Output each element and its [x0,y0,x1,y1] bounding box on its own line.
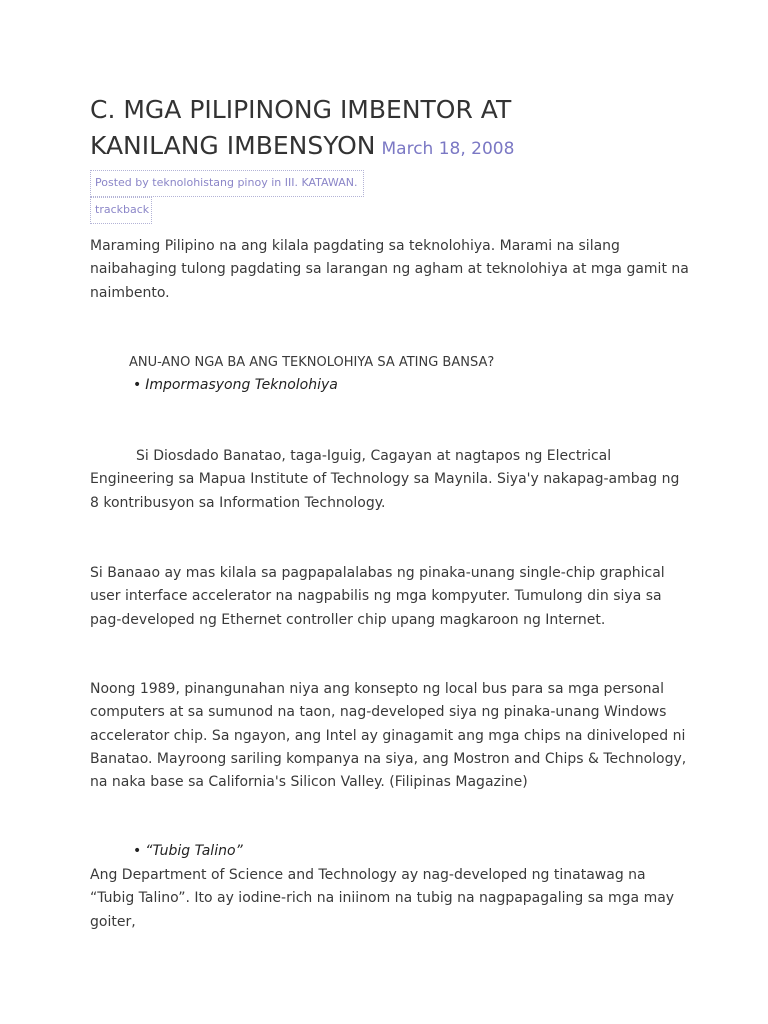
bullet-label: Impormasyong Teknolohiya [145,377,338,393]
paragraph: Ang Department of Science and Technology ay nag-developed ng tinatawag na “Tubig Talino”. Ito ay iodine-rich na iniinom na tubig na nagpapagaling sa mga may goiter, [90,867,675,930]
intro-paragraph: Maraming Pilipino na ang kilala pagdating sa teknolohiya. Marami na silang naibahaging tulong pagdating sa larangan ng agham at teknolohiya at mga gamit na naimbento. [90,238,689,301]
bullet-item [133,377,338,393]
paragraph-text: Si Diosdado Banatao, taga-Iguig, Cagayan at nagtapos ng Electrical Engineering sa Mapua Institute of Technology sa Maynila. Siya'y nakapag-ambag ng 8 kontribusyon sa Information Technology. [90,448,680,511]
paragraph: Si Banaao ay mas kilala sa pagpapalalabas ng pinaka-unang single-chip graphical user interface accelerator na nagpabilis ng mga kompyuter. Tumulong din siya sa pag-developed ng Ethernet controller chip upang magkaroon ng Internet. [90,565,665,628]
title-line-2: KANILANG IMBENSYON [90,131,376,160]
post-meta-link[interactable]: Posted by teknolohistang pinoy in III. KATAWAN. [90,170,364,197]
article-title [90,92,690,167]
bullet-item [133,843,243,859]
section-question: ANU-ANO NGA BA ANG TEKNOLOHIYA SA ATING BANSA? [129,355,495,370]
trackback-link[interactable]: trackback [90,197,152,224]
bullet-dot-icon: • [133,843,142,859]
paragraph: Noong 1989, pinangunahan niya ang konsepto ng local bus para sa mga personal computers at sa sumunod na taon, nag-developed siya ng pinaka-unang Windows accelerator chip. Sa ngayon, ang Intel ay ginagamit ang mga chips na diniveloped ni Banatao. Mayroong sariling kompanya na siya, ang Mostron and Chips & Technology, na naka base sa California's Silicon Valley. (Filipinas Magazine) [90,681,687,791]
paragraph [90,445,690,515]
post-date: March 18, 2008 [381,139,515,159]
bullet-dot-icon: • [133,377,142,393]
bullet-label: “Tubig Talino” [145,843,243,859]
title-line-1: C. MGA PILIPINONG IMBENTOR AT [90,95,512,124]
